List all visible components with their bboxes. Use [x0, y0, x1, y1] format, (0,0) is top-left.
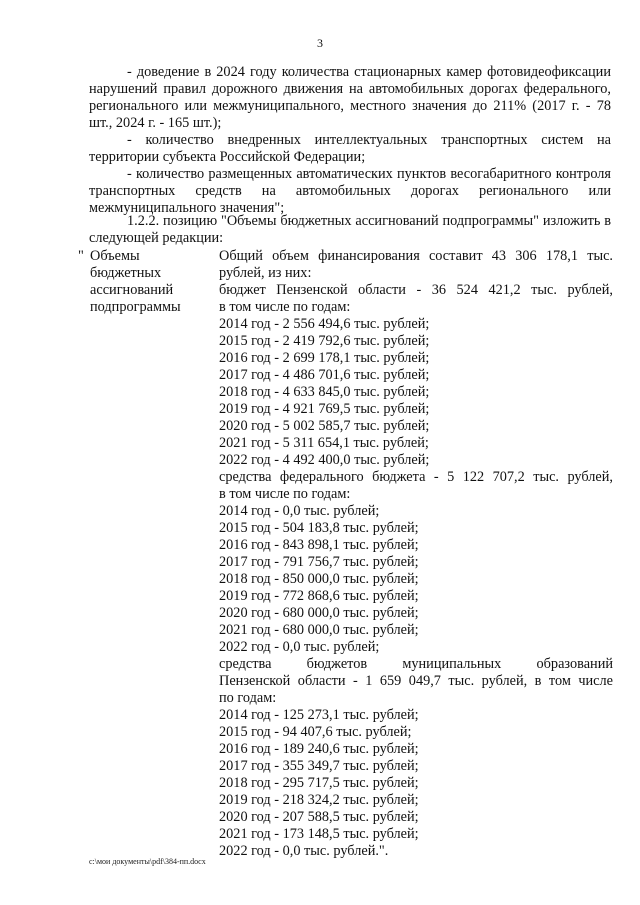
- municipal-line: средства бюджетов муниципальных образований: [219, 656, 613, 672]
- year-row: 2016 год - 843 898,1 тыс. рублей;: [219, 537, 419, 553]
- total-line: рублей, из них:: [219, 265, 312, 281]
- year-row: 2014 год - 2 556 494,6 тыс. рублей;: [219, 316, 430, 332]
- year-row: 2019 год - 218 324,2 тыс. рублей;: [219, 792, 419, 808]
- position-label-line: бюджетных: [90, 265, 162, 281]
- position-label-line: ассигнований: [90, 282, 174, 298]
- file-path-footer: c:\мои документы\pdf\384-пп.docx: [89, 857, 206, 866]
- year-row: 2018 год - 850 000,0 тыс. рублей;: [219, 571, 419, 587]
- year-row: 2022 год - 0,0 тыс. рублей;: [219, 639, 380, 655]
- year-row: 2014 год - 125 273,1 тыс. рублей;: [219, 707, 419, 723]
- year-row: 2019 год - 772 868,6 тыс. рублей;: [219, 588, 419, 604]
- year-row: 2021 год - 680 000,0 тыс. рублей;: [219, 622, 419, 638]
- total-line: Общий объем финансирования составит 43 306 178,1 тыс.: [219, 248, 613, 264]
- year-row: 2022 год - 4 492 400,0 тыс. рублей;: [219, 452, 430, 468]
- regional-years-list: [219, 316, 613, 469]
- year-row: 2017 год - 4 486 701,6 тыс. рублей;: [219, 367, 430, 383]
- year-row: 2020 год - 5 002 585,7 тыс. рублей;: [219, 418, 430, 434]
- paragraph-its-count: - количество внедренных интеллектуальных транспортных систем на территории субъекта Российской Федерации;: [89, 132, 611, 165]
- regional-line: бюджет Пензенской области - 36 524 421,2 тыс. рублей,: [219, 282, 613, 298]
- year-row: 2017 год - 355 349,7 тыс. рублей;: [219, 758, 419, 774]
- year-row: 2020 год - 680 000,0 тыс. рублей;: [219, 605, 419, 621]
- year-row: 2017 год - 791 756,7 тыс. рублей;: [219, 554, 419, 570]
- federal-years-list: [219, 503, 613, 656]
- year-row: 2016 год - 189 240,6 тыс. рублей;: [219, 741, 419, 757]
- regional-line: в том числе по годам:: [219, 299, 351, 315]
- year-row: 2015 год - 504 183,8 тыс. рублей;: [219, 520, 419, 536]
- opening-quote: ": [78, 248, 84, 264]
- year-row: 2019 год - 4 921 769,5 тыс. рублей;: [219, 401, 430, 417]
- page-number: 3: [317, 36, 323, 50]
- position-label-line: подпрограммы: [90, 299, 181, 315]
- municipal-line: по годам:: [219, 690, 277, 706]
- federal-line: в том числе по годам:: [219, 486, 351, 502]
- year-row: 2016 год - 2 699 178,1 тыс. рублей;: [219, 350, 430, 366]
- year-row: 2021 год - 5 311 654,1 тыс. рублей;: [219, 435, 429, 451]
- year-row: 2022 год - 0,0 тыс. рублей.".: [219, 843, 389, 859]
- municipal-years-list: [219, 707, 613, 860]
- position-label: [90, 248, 210, 316]
- position-label-line: Объемы: [90, 248, 140, 264]
- year-row: 2018 год - 4 633 845,0 тыс. рублей;: [219, 384, 430, 400]
- year-row: 2018 год - 295 717,5 тыс. рублей;: [219, 775, 419, 791]
- year-row: 2015 год - 94 407,6 тыс. рублей;: [219, 724, 412, 740]
- paragraph-weight-control: - количество размещенных автоматических пунктов весогабаритного контроля транспортных средств на автомобильных дорогах регионального или межмуниципального значения";: [89, 166, 611, 216]
- year-row: 2015 год - 2 419 792,6 тыс. рублей;: [219, 333, 430, 349]
- federal-line: средства федерального бюджета - 5 122 707,2 тыс. рублей,: [219, 469, 613, 485]
- municipal-line: Пензенской области - 1 659 049,7 тыс. рублей, в том числе: [219, 673, 613, 689]
- year-row: 2014 год - 0,0 тыс. рублей;: [219, 503, 380, 519]
- year-row: 2021 год - 173 148,5 тыс. рублей;: [219, 826, 419, 842]
- paragraph-camera-target: - доведение в 2024 году количества стационарных камер фотовидеофиксации нарушений правил дорожного движения на автомобильных дорогах федерального, регионального или межмуниципального, местного значения до 211% (2017 г. - 78 шт., 2024 г. - 165 шт.);: [89, 64, 611, 131]
- year-row: 2020 год - 207 588,5 тыс. рублей;: [219, 809, 419, 825]
- position-content: [219, 248, 613, 860]
- paragraph-amendment-intro: 1.2.2. позицию "Объемы бюджетных ассигнований подпрограммы" изложить в следующей редакции:: [89, 213, 611, 246]
